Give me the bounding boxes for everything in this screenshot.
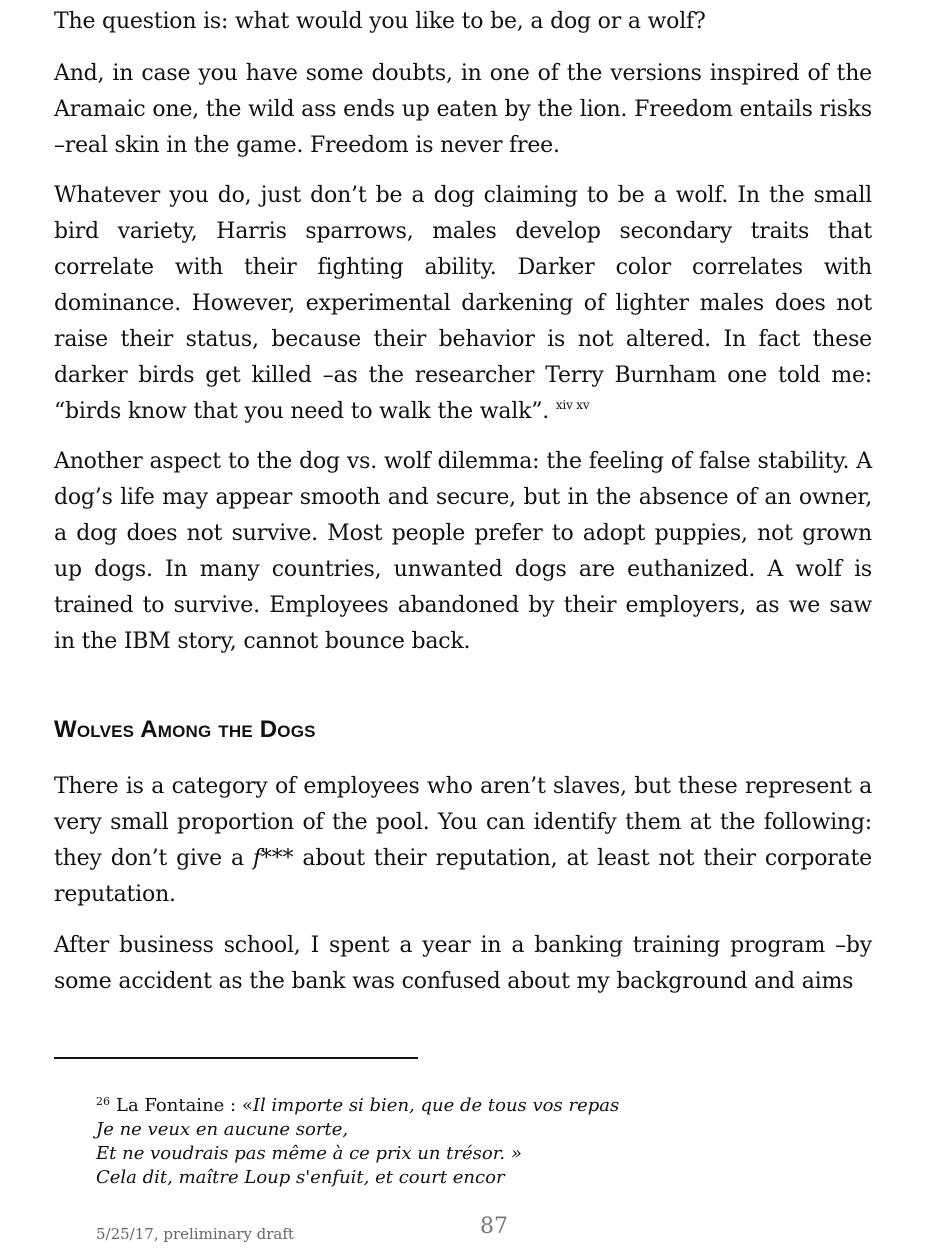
footnote-line-4: Cela dit, maître Loup s'enfuit, et court encor	[96, 1167, 505, 1188]
draft-date: 5/25/17, preliminary draft	[96, 1225, 294, 1243]
footnote-number: 26	[96, 1095, 110, 1108]
paragraph-category-employees	[54, 769, 872, 913]
section-heading: Wolves Among the Dogs	[54, 716, 316, 743]
footnote-verse: Il importe si bien, que de tous vos repas	[252, 1095, 620, 1116]
footnote-lead: La Fontaine : «	[116, 1095, 253, 1116]
footnote-line-3: Et ne voudrais pas même à ce prix un trésor. »	[96, 1143, 522, 1164]
paragraph-sparrows	[54, 178, 872, 430]
paragraph-text: And, in case you have some doubts, in one of the versions inspired of the Aramaic one, the wild ass ends up eaten by the lion. Freedom entails risks –real skin in the game. Freedom is never free.	[54, 61, 872, 158]
paragraph-text: After business school, I spent a year in a banking training program –by some accident as the bank was confused about my background and aims	[54, 933, 872, 994]
footnote-line-2: Je ne veux en aucune sorte,	[96, 1119, 349, 1140]
footnote-separator	[54, 1057, 418, 1059]
paragraph-false-stability	[54, 444, 872, 660]
endnote-refs[interactable]: xiv xv	[555, 398, 590, 412]
paragraph-dog-or-wolf	[54, 4, 872, 40]
paragraph-freedom	[54, 56, 872, 164]
paragraph-text: Whatever you do, just don’t be a dog claiming to be a wolf. In the small bird variety, Harris sparrows, males develop secondary traits that correlate with their fighting ability. Darker color correlates with dominance. However, experimental darkening of lighter males does not raise their status, because their behavior is not altered. In fact these darker birds get killed –as the researcher Terry Burnham one told me: “birds know that you need to walk the walk”.	[54, 183, 872, 424]
footnote	[96, 1094, 796, 1190]
emphasis-text: f***	[252, 846, 294, 871]
paragraph-text: about their reputation, at least not their corporate reputation.	[54, 846, 872, 907]
paragraph-text: The question is: what would you like to be, a dog or a wolf?	[54, 9, 706, 34]
paragraph-business-school	[54, 928, 872, 1000]
paragraph-text: Another aspect to the dog vs. wolf dilemma: the feeling of false stability. A dog’s life may appear smooth and secure, but in the absence of an owner, a dog does not survive. Most people prefer to adopt puppies, not grown up dogs. In many countries, unwanted dogs are euthanized. A wolf is trained to survive. Employees abandoned by their employers, as we saw in the IBM story, cannot bounce back.	[54, 449, 872, 654]
footnote-line-1	[96, 1094, 796, 1118]
paragraph-text: There is a category of employees who aren’t slaves, but these represent a very small proportion of the pool. You can identify them at the following: they don’t give a	[54, 774, 872, 871]
page-number: 87	[480, 1214, 508, 1239]
